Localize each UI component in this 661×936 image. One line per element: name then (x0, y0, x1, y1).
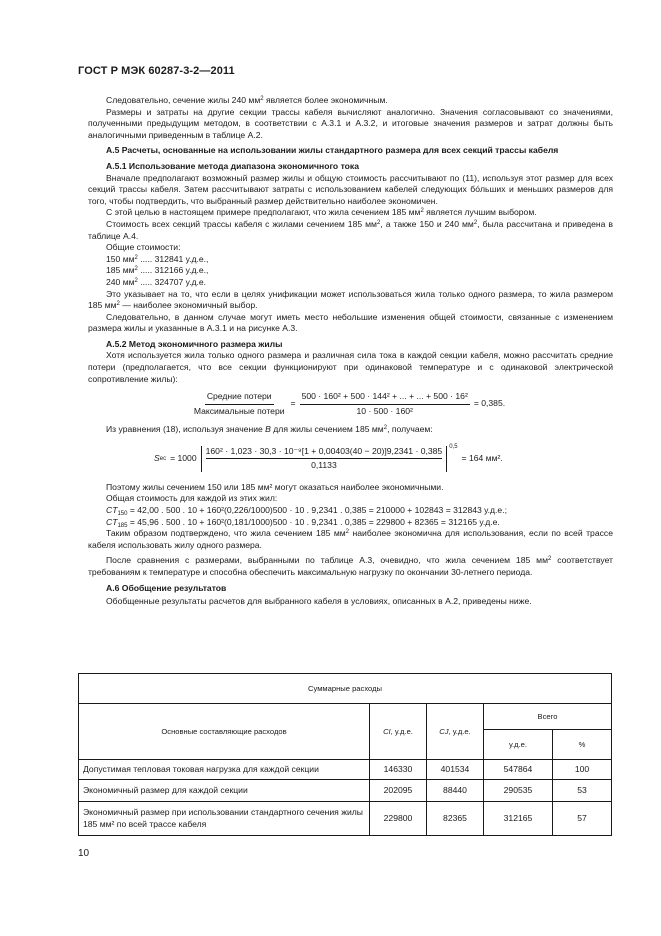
cost-line: 185 $мм^2$ ..... 312166 у.д.е., (106, 265, 209, 276)
table-header-row (79, 704, 612, 730)
paragraph: Размеры и затраты на другие секции трассы кабеля вычисляют аналогично. Значения согласовывают со значениями, полученными предыдущим методом, в соответствии с А.3.1 и А.3.2, и итоговые значения размеров и затрат должны быть аналогичными приведенным в таблице А.2. (88, 106, 613, 140)
costs-title: Общие стоимости: (106, 242, 181, 253)
table-caption: Суммарные расходы (79, 674, 612, 704)
paragraph: Следовательно, сечение жилы 240 $мм^2$ является более экономичным. (106, 95, 388, 105)
table-row: Экономичный размер при использовании стандартного сечения жилы 185 мм² по всей трассе кабеля 229800 82365 312165 57 (79, 802, 612, 836)
paragraph: После сравнения с размерами, выбранными по таблице А.3, очевидно, что жила сечением 185 $мм^2$ соответствует требованиям к температуре и способна обеспечить максимальную нагрузку по окончании 30-летнего периода. (88, 555, 613, 577)
section-heading-a51: А.5.1 Использование метода диапазона экономичного тока (106, 160, 359, 171)
header-cj: CJ, у.д.е. (427, 704, 484, 760)
table-row: Допустимая тепловая токовая нагрузка для каждой секции 146330 401534 547864 100 (79, 760, 612, 780)
paragraph: Обобщенные результаты расчетов для выбранного кабеля в условиях, описанных в А.2, приведены ниже. (106, 596, 532, 607)
summary-table (78, 673, 612, 836)
header-item: Основные составляющие расходов (79, 704, 370, 760)
paragraph: Общая стоимость для каждой из этих жил: (106, 493, 278, 504)
table-row: Экономичный размер для каждой секции 202095 88440 290535 53 (79, 780, 612, 802)
cost-line: 240 $мм^2$ ..... 324707 у.д.е. (106, 276, 207, 287)
paragraph: Стоимость всех секций трассы кабеля с жилами сечением 185 $мм^2$, а также 150 и 240 $мм^2$, была рассчитана и приведена в таблице А.4. (88, 218, 613, 241)
cost-equation-185: $CT_{185} = 45,96$ . 500 . 10 + 160²(0,181/1000)500 · 10 . 9,2341 . 0,385 = 229800 + 82365 = 312165 у.д.е. (106, 516, 500, 529)
paragraph: Хотя используется жила только одного размера и различная сила тока в каждой секции кабеля, можно рассчитать средние потери (предполагается, что все секции функционируют при одинаковой температуре и с одинаковой электрической сопротивление жилы): (88, 350, 613, 384)
cost-line: 150 $мм^2$ ..... 312841 у.д.е., (106, 253, 209, 264)
section-heading-a5: А.5 Расчеты, основанные на использовании жилы стандартного размера для всех секций трассы кабеля (106, 145, 559, 156)
paragraph: Это указывает на то, что если в целях унификации может использоваться жила только одного размера, то жила размером 185 $мм^2$ — наиболее экономичный выбор. (88, 288, 613, 311)
header-ci: CI, у.д.е. (370, 704, 427, 760)
document-body (88, 95, 613, 608)
fraction: $\frac{\text{500 · 160² + 500 · 144² + ... + ... + 500 · 16²}}{\text{10 · 500 · 160²}}$ (301, 391, 468, 416)
paragraph: С этой целью в настоящем примере предполагают, что жила сечением 185 $мм^2$ является лучшим выбором. (106, 207, 537, 218)
section-heading-a6: А.6 Обобщение результатов (106, 582, 227, 593)
page-number: 10 (78, 848, 90, 859)
paragraph: Поэтому жилы сечением 150 или 185 мм² могут оказаться наиболее экономичными. (106, 481, 444, 492)
paragraph: Таким образом подтверждено, что жила сечением 185 $мм^2$ наиболее экономична для использования, если по всей трассе кабеля использовать жилу одного размера. (88, 528, 613, 550)
fraction: $\frac{\text{Средние потери}}{\text{Максимальные потери}}$ (193, 391, 285, 416)
equation-economic-size: S ec = 1000 160² · 1,023 · 30,3 · 10⁻⁹[1 + 0,00403(40 − 20)]9,2341 · 0,385 0,1133 0,5 = 164 мм². (154, 443, 503, 471)
header-ude: у.д.е. (484, 730, 553, 760)
section-heading-a52: А.5.2 Метод экономичного размера жилы (106, 338, 283, 349)
table-caption-row (79, 674, 612, 704)
equation-average-losses: $\frac{\text{Средние потери}}{\text{Максимальные потери}}$ = $\frac{\text{500 · 160² + 500 · 144² + ... + ... + 500 · 16²}}{\text{10 · 500 · 160²}}$ = 0,385. (193, 391, 506, 416)
paragraph: Вначале предполагают возможный размер жилы и общую стоимость рассчитывают по (11), используя этот размер для всех секций трассы кабеля. Затем рассчитывают затраты с использованием кабелей следующих бо́льших и меньших размеров для того, чтобы подтвердить, что выбранный размер действительно наиболее экономичен. (88, 172, 613, 206)
document-header: ГОСТ Р МЭК 60287-3-2—2011 (78, 65, 235, 77)
bracket-fraction: 160² · 1,023 · 30,3 · 10⁻⁹[1 + 0,00403(40 − 20)]9,2341 · 0,385 0,1133 (201, 446, 448, 472)
header-total: Всего (484, 704, 612, 730)
paragraph: Следовательно, в данном случае могут иметь место небольшие изменения общей стоимости, связанные с изменением размера жилы и указанные в А.3.1 и на рисунке А.3. (88, 311, 613, 334)
header-pct: % (553, 730, 612, 760)
paragraph: Из уравнения (18), используя значение B для жилы сечением 185 $мм^2$, получаем: (106, 424, 433, 435)
cost-equation-150: $CT_{150} = 42,00$ . 500 . 10 + 160²(0,226/1000)500 · 10 . 9,2341 . 0,385 = 210000 + 102843 = 312843 у.д.е.; (106, 505, 507, 518)
